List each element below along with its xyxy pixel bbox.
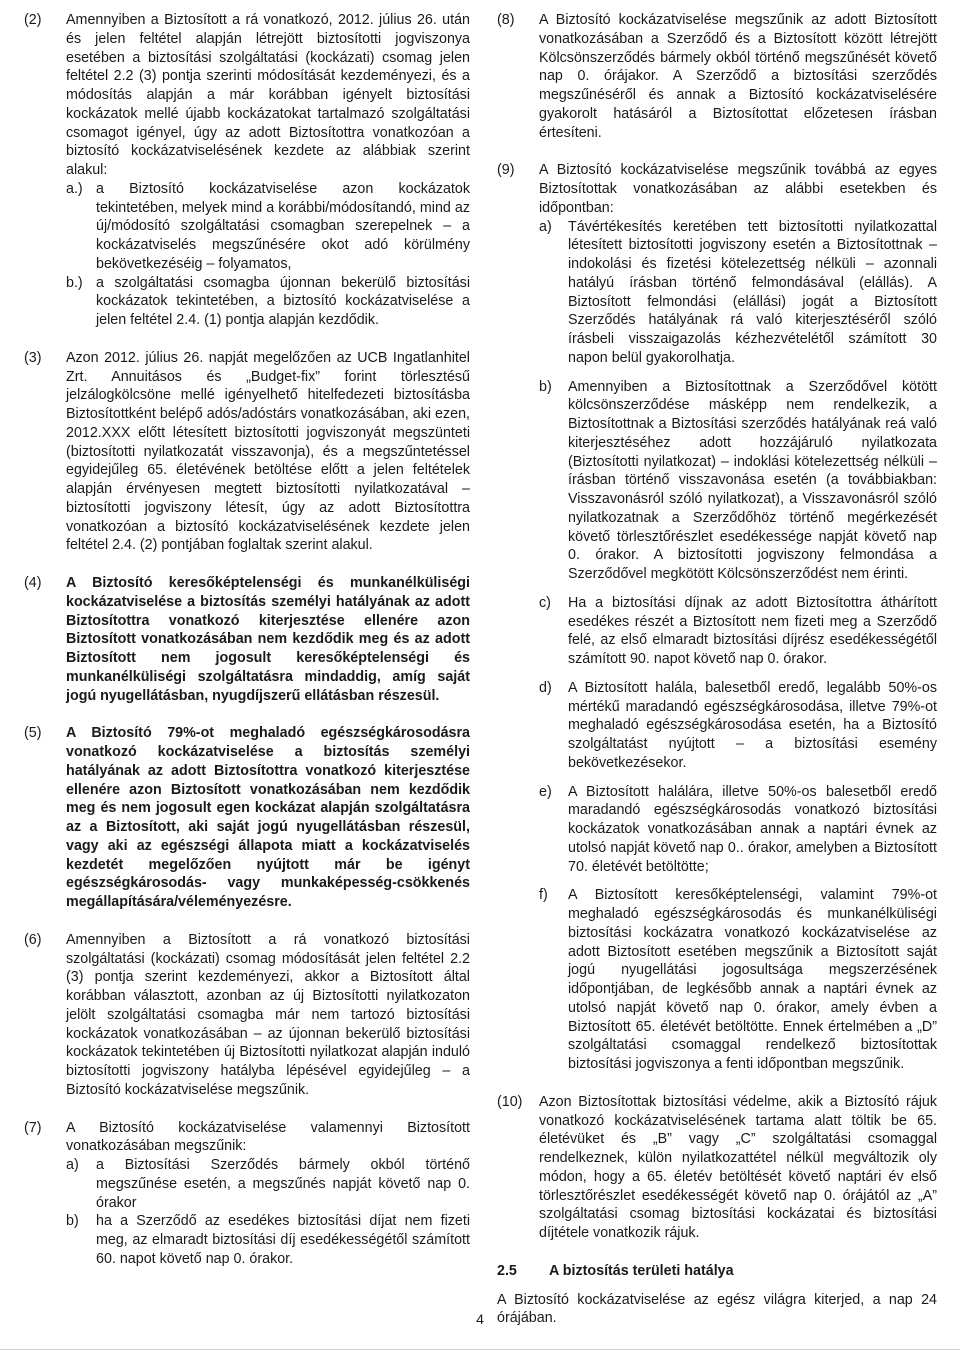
list-item [66, 274, 470, 330]
list-item [539, 886, 937, 1074]
section-number: (7) [24, 1119, 42, 1136]
item-label: e) [539, 783, 552, 800]
section-heading [497, 1262, 937, 1281]
section-6 [24, 931, 470, 1100]
section-number: (6) [24, 931, 42, 948]
list-item [539, 378, 937, 584]
section-number: (10) [497, 1093, 523, 1110]
item-text: Ha a biztosítási díjnak az adott Biztosítottra áthárított esedékes részét a Biztosított nem fizeti meg a Szerződő felé, az első elmaradt biztosítási díjrész esedékességétől számított 90. napot követő nap 0. órakor. [568, 594, 937, 667]
section-text: A Biztosító 79%-ot meghaladó egészségkárosodásra vonatkozó kockázatviselése a biztosítás személyi hatályának az adott Biztosítottra vonatkozó kiterjesztése ellenére azon Biztosított vonatkozásában nem kezdődik meg és nem jogosult egen kockázat alapján szolgáltatásra az a Biztosított, aki saját jogú nyugellátásban részesül, vagy aki az egészségi állapota miatt a kockázatviselés kezdetét megelőzően nyújtott már be igényt egészségkárosodás- vagy munkaképesség-csökkenés megállapítására/véleményezésre. [66, 725, 470, 910]
item-text: a szolgáltatási csomagba újonnan bekerülő biztosítási kockázatok tekintetében, a biztosító kockázatviselése a jelen feltétel 2.4. (1) pontja alapján kezdődik. [96, 274, 470, 328]
list-item [539, 594, 937, 669]
section-9 [497, 161, 937, 1074]
list-item [66, 180, 470, 274]
section-text: Azon Biztosítottak biztosítási védelme, akik a Biztosító rájuk vonatkozó kockázatviselésének tartama alatt töltik be 65. életévüket és „B” vagy „C” szolgáltatási csomaggal rendelkeznek, külön nyilatkozattétel nélkül megváltozik oly módon, hogy a 65. életév betöltését követő naptári év első törlesztőrészlet esedékességét követő nap 0. órájától az „A” szolgáltatási csomag biztosítási kockázatai és biztosítási díjtétele vonatkozik rájuk. [539, 1093, 937, 1241]
section-text: A Biztosító kockázatviselése valamennyi Biztosított vonatkozásában megszűnik: [66, 1119, 470, 1155]
section-7 [24, 1119, 470, 1269]
list-item [66, 1212, 470, 1268]
item-label: a.) [66, 180, 83, 197]
section-text: A Biztosító keresőképtelenségi és munkanélküliségi kockázatviselése a biztosítás személyi hatályának az adott Biztosítottra vonatkozó kiterjesztése ellenére azon Biztosított vonatkozásában nem kezdődik meg és az adott Biztosított nem jogosult keresőképtelenségi és munkanélküliségi szolgáltatásra mindaddig, amíg saját jogú nyugellátásban, nyugdíjszerű ellátásban részesül. [66, 575, 470, 704]
sub-list [539, 218, 937, 1074]
item-label: f) [539, 887, 548, 904]
item-label: d) [539, 679, 552, 696]
section-2 [24, 11, 470, 330]
section-3 [24, 349, 470, 555]
item-text: Távértékesítés keretében tett biztosítotti nyilatkozattal létesített biztosítotti jogviszony esetén a Biztosítottnak – indokolási és fizetési kötelezettség nélküli – azonnali hatályú írásban történő felmondásával (elállás). A Biztosított felmondási (elállási) jogát a Biztosított Szerződés hatályának rá való kiterjesztéséről szóló írásbeli visszaigazolás kézhezvételétől számított 30 napon belül gyakorolhatja. [568, 218, 937, 366]
list-item [539, 218, 937, 368]
section-8 [497, 11, 937, 142]
section-text: A Biztosító kockázatviselése megszűnik továbbá az egyes Biztosítottak vonatkozásában az alábbi esetekben és időpontban: [539, 162, 937, 216]
item-text: a Biztosítási Szerződés bármely okból történő megszűnése esetén, a megszűnés napját követő nap 0. órakor [96, 1157, 470, 1211]
section-5 [24, 724, 470, 912]
item-label: b) [539, 378, 552, 395]
section-text: Amennyiben a Biztosított a rá vonatkozó biztosítási szolgáltatási (kockázati) csomag módosítását jelen feltétel 2.2 (3) pontja szerint kezdeményezi, akkor a Biztosított által korábban választott, azonban az új Biztosítotti nyilatkozaton jelölt szolgáltatási csomagba már nem tartozó biztosítási kockázatok vonatkozásában – az újonnan bekerülő biztosítási kockázatok tekintetében új Biztosítotti nyilatkozat alapján induló biztosítotti jogviszony hatályba lépésével egyidejűleg – a Biztosító kockázatviselése megszűnik. [66, 931, 470, 1098]
item-label: c) [539, 594, 551, 611]
right-column [497, 11, 937, 1328]
item-text: Amennyiben a Biztosítottnak a Szerződővel kötött kölcsönszerződése másképp nem rendelkezik, a Biztosítottnak a Biztosítási szerződés hatályának reá való kiterjesztéséhez adott hozzájáruló nyilatkozata (Biztosítotti nyilatkozat) – indoklási kötelezettség nélküli – írásban történő visszavonása esetén (a továbbiakban: Visszavonásról szóló nyilatkozat), a Visszavonásról szóló nyilatkozatnak a Szerződőhöz történő megérkezését követő törlesztőrészlet esedékessége napját követő nap 0. órakor. A biztosítotti jogviszony felmondása a Szerződővel megkötött Kölcsönszerződést nem érinti. [568, 378, 937, 582]
sub-list [66, 1156, 470, 1269]
closing-paragraph: A Biztosító kockázatviselése az egész világra kiterjed, a nap 24 órájában. [497, 1291, 937, 1327]
section-text: A Biztosító kockázatviselése megszűnik az adott Biztosított vonatkozásában a Szerződő és a Biztosított között létrejött Kölcsönszerződés bármely okból történő megszűnését követő nap 0. órájakor. A Szerződő a biztosítási szerződés megszűnéséről és annak a Biztosító kockázatviselésére gyakorolt hatásáról a Biztosítottat előzetesen írásban értesíteni. [539, 12, 937, 141]
section-number: (3) [24, 349, 42, 366]
item-text: a Biztosító kockázatviselése azon kockázatok tekintetében, melyek mind a korábbi/módosítandó, mind az új/módosító szolgáltatási csomagban szerepelnek – a kockázatviselés megszűnésére okot adó körülmény bekövetkezéséig – folyamatos, [96, 180, 470, 272]
item-text: ha a Szerződő az esedékes biztosítási díjat nem fizeti meg, az elmaradt biztosítási díj esedékességétől számított 60. napot követő nap 0. órakor. [96, 1213, 470, 1267]
item-text: A Biztosított halála, balesetből eredő, legalább 50%-os mértékű maradandó egészségkárosodása, illetve 79%-ot meghaladó egészségkárosodása esetén, ha a Biztosító szolgáltatást nyújtott – a biztosítási esemény bekövetkezésekor. [568, 679, 937, 771]
section-text: Amennyiben a Biztosított a rá vonatkozó, 2012. július 26. után és jelen feltétel alapján létrejött biztosítotti jogviszonya esetében a biztosítási szolgáltatási (kockázati) csomag jelen feltétel 2.2 (3) pontja szerinti módosítását kezdeményezi, és a módosítás alapján a már korábban igényelt biztosítási kockázatok mellé újabb kockázatokat tartalmazó szolgáltatási csomagot igényel, úgy az adott Biztosítottra vonatkozóan a biztosító kockázatviselésének kezdete az alábbiak szerint alakul: [66, 12, 470, 178]
item-label: a) [66, 1157, 79, 1173]
left-column [24, 11, 470, 1288]
item-text: A Biztosított halálára, illetve 50%-os balesetből eredő maradandó egészségkárosodás vonatkozó biztosítási kockázatok vonatkozásában annak a naptári évnek az utolsó napját követő nap 0.. órakor, amelyben a Biztosított 70. életévét betöltötte; [568, 783, 937, 875]
bottom-rule [0, 1349, 960, 1350]
page-number: 4 [476, 1311, 484, 1327]
section-number: (9) [497, 162, 515, 179]
section-number: (5) [24, 725, 42, 742]
sub-list [66, 180, 470, 330]
heading-number: 2.5 [497, 1262, 517, 1279]
item-label: a) [539, 218, 552, 235]
section-number: (2) [24, 12, 42, 28]
item-label: b.) [66, 274, 83, 291]
section-number: (4) [24, 575, 42, 591]
section-text: Azon 2012. július 26. napját megelőzően az UCB Ingatlanhitel Zrt. Annuitásos és „Budget-fix” forint törlesztésű jelzálogkölcsöne mellé igényelhető hitelfedezeti biztosításba Biztosítottként belépő adós/adóstárs vonatkozásában, aki ezen, 2012.XXX előtt létesített biztosítotti jogviszonyát megszünteti (biztosítotti nyilatkozatát visszavonja), és a megszűntetéssel egyidejűleg 65. életévének betöltése előtt a jelen feltételek alapján érvényesen megtett biztosítotti nyilatkozatával – biztosítotti jogviszony létesít, úgy az adott Biztosítottra vonatkozóan a biztosító kockázatviselésének kezdete jelen feltétel 2.4. (2) pontjában foglaltak szerint alakul. [66, 349, 470, 554]
heading-title: A biztosítás területi hatálya [549, 1262, 734, 1279]
section-4 [24, 574, 470, 705]
list-item [539, 679, 937, 773]
list-item [539, 783, 937, 877]
section-10 [497, 1093, 937, 1243]
item-label: b) [66, 1213, 79, 1230]
item-text: A Biztosított keresőképtelenségi, valamint 79%-ot meghaladó egészségkárosodás és munkanélküliségi biztosítási kockázatra vonatkozó kockázatviselése az adott Biztosított esetében megszűnik a Biztosított saját jogú nyugellátási jogosultsága megszerzésének időpontjában, de legkésőbb annak a naptári évnek az utolsó napját követő nap 0. órakor, amely évben a Biztosított 65. életévét betöltötte. Ennek értelmében a „D” szolgáltatási csomaggal rendelkező biztosítottak biztosítási jogviszonya a fenti időpontban megszűnik. [568, 887, 937, 1072]
section-number: (8) [497, 12, 515, 28]
list-item [66, 1156, 470, 1212]
